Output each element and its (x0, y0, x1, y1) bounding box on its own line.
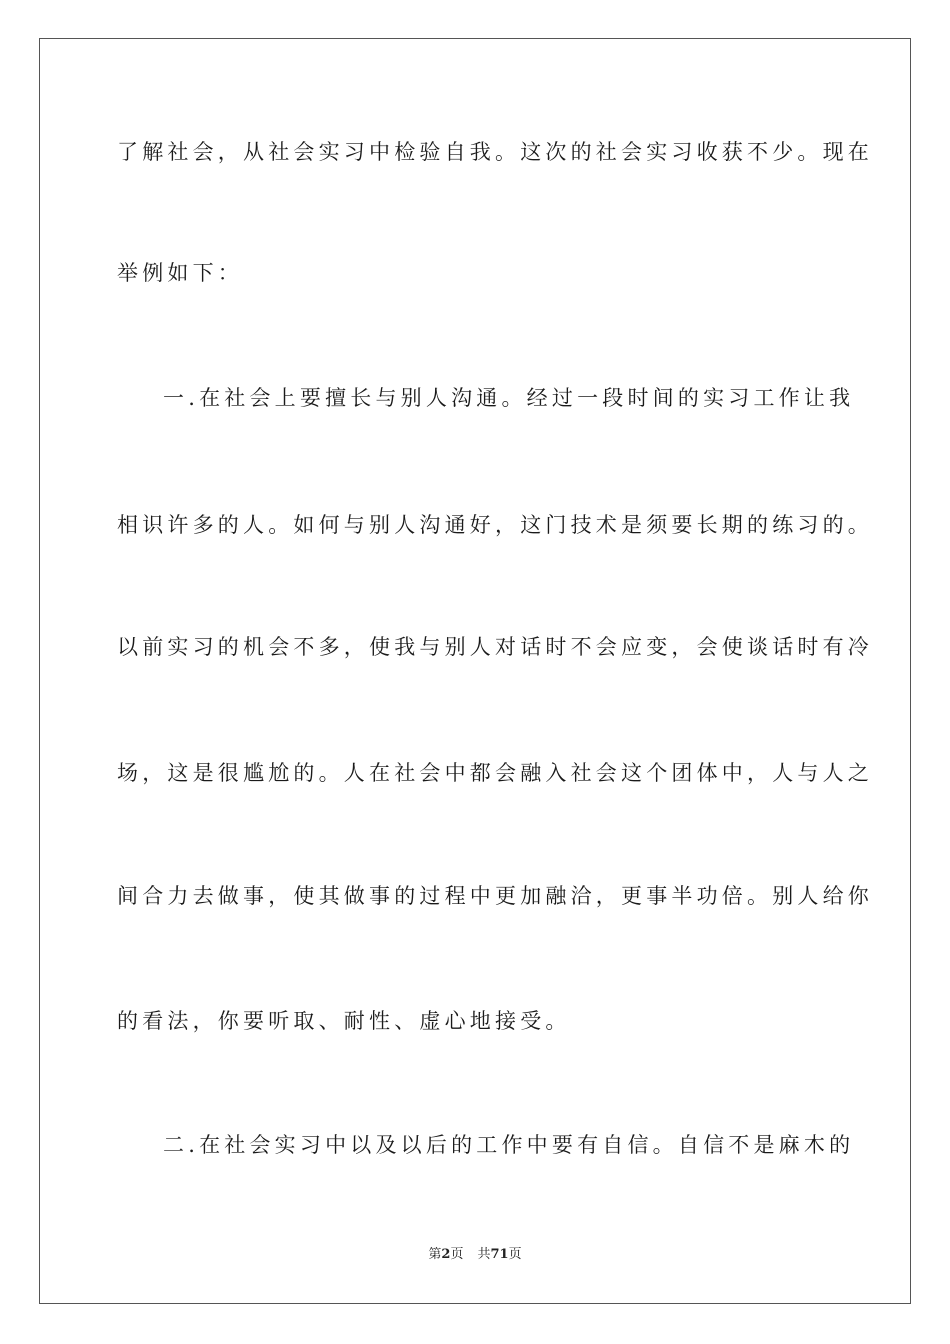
text-line-8: 的看法，你要听取、耐性、虚心地接受。 (117, 1009, 571, 1033)
page-border (39, 38, 911, 1304)
text-line-4: 相识许多的人。如何与别人沟通好，这门技术是须要长期的练习的。 (117, 513, 873, 537)
text-line-6: 场，这是很尴尬的。人在社会中都会融入社会这个团体中，人与人之 (117, 761, 873, 785)
footer-page-prefix: 第 (428, 1247, 442, 1262)
footer-total-suffix: 页 (508, 1247, 522, 1262)
text-line-7: 间合力去做事，使其做事的过程中更加融洽，更事半功倍。别人给你 (117, 884, 873, 908)
text-line-9: 二.在社会实习中以及以后的工作中要有自信。自信不是麻木的 (163, 1133, 855, 1157)
footer-total-pages: 71 (490, 1247, 509, 1262)
footer-page-suffix: 页 (450, 1247, 464, 1262)
footer-total-prefix: 共 (477, 1247, 491, 1262)
page-footer (0, 1246, 950, 1264)
text-line-2: 举例如下： (117, 261, 243, 285)
text-line-3: 一.在社会上要擅长与别人沟通。经过一段时间的实习工作让我 (163, 386, 855, 410)
footer-page-number: 2 (441, 1247, 451, 1262)
text-line-1: 了解社会，从社会实习中检验自我。这次的社会实习收获不少。现在 (117, 140, 873, 164)
text-line-5: 以前实习的机会不多，使我与别人对话时不会应变，会使谈话时有冷 (117, 635, 873, 659)
